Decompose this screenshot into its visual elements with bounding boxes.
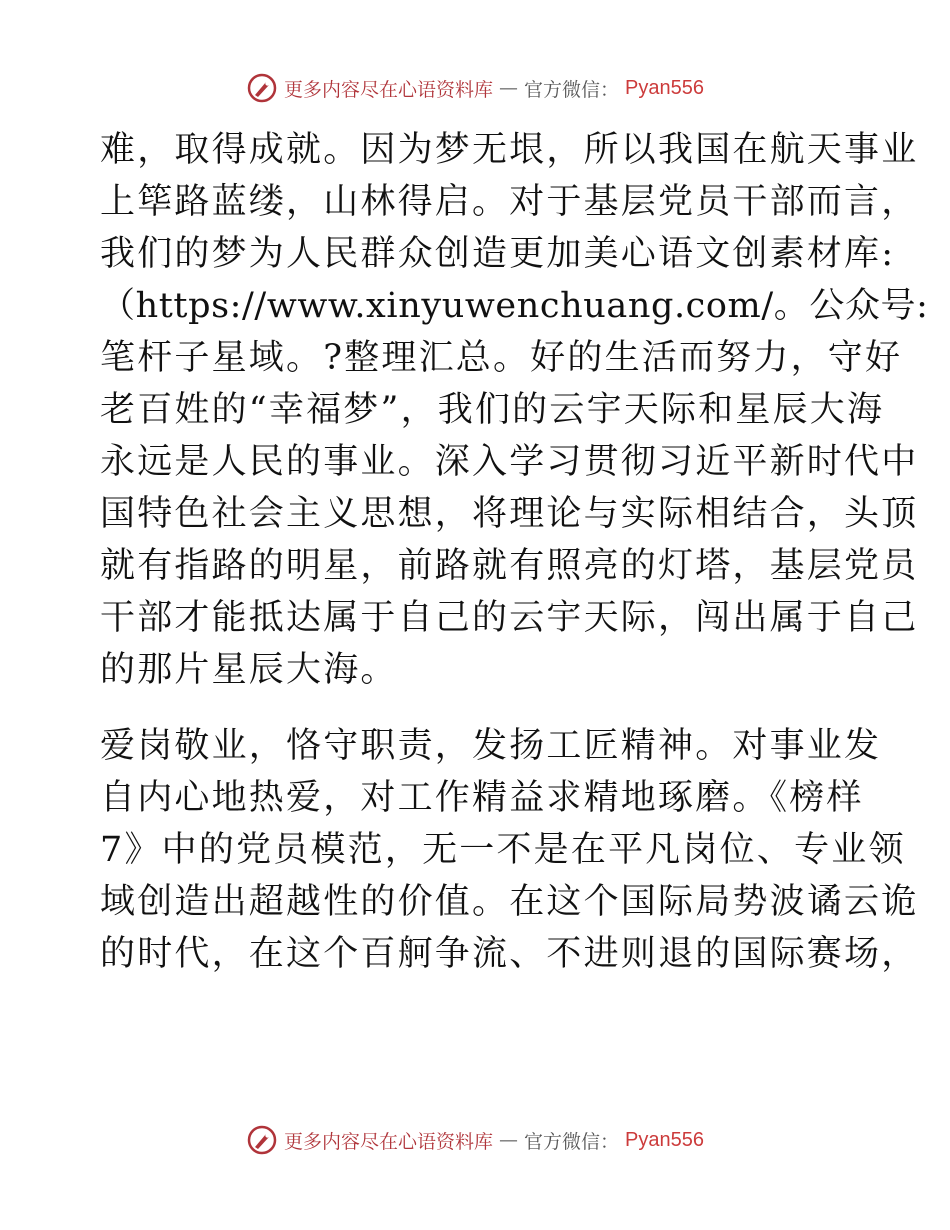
footer-wechat-label: 官方微信：: [524, 1130, 620, 1153]
header-separator: —: [499, 77, 519, 99]
text-line: 的那片星辰大海。: [100, 650, 398, 690]
header-wechat-label: 官方微信：: [524, 78, 620, 101]
paragraph-1: [100, 124, 929, 696]
text-line: 就有指路的明星，前路就有照亮的灯塔，基层党员: [100, 546, 919, 586]
footer-text: 更多内容尽在心语资料库: [284, 1130, 494, 1153]
text-line: 老百姓的“幸福梦”，我们的云宇天际和星辰大海: [100, 390, 885, 430]
header-banner: [0, 72, 950, 104]
header-text: 更多内容尽在心语资料库: [284, 78, 494, 101]
text-line: 笔杆子星域。?整理汇总。好的生活而努力，守好: [100, 338, 903, 378]
document-body: [100, 124, 929, 980]
text-line: 的时代，在这个百舸争流、不进则退的国际赛场，: [100, 934, 919, 974]
footer-wechat-id: Pyan556: [625, 1128, 704, 1151]
text-line: 干部才能抵达属于自己的云宇天际，闯出属于自己: [100, 598, 919, 638]
header-wechat-id: Pyan556: [625, 76, 704, 99]
pen-seal-logo-icon: [246, 1124, 278, 1156]
text-line: 我们的梦为人民群众创造更加美心语文创素材库:: [100, 234, 896, 274]
pen-seal-logo-icon: [246, 72, 278, 104]
footer-banner: [0, 1124, 950, 1156]
text-line: 国特色社会主义思想，将理论与实际相结合，头顶: [100, 494, 919, 534]
paragraph-2: [100, 720, 919, 980]
text-line: 永远是人民的事业。深入学习贯彻习近平新时代中: [100, 442, 919, 482]
text-line: 自内心地热爱，对工作精益求精地琢磨。《榜样: [100, 778, 864, 818]
text-line: 域创造出超越性的价值。在这个国际局势波谲云诡: [100, 882, 919, 922]
text-line-url: （https://www.xinyuwenchuang.com/。公众号:: [100, 286, 929, 326]
text-line: 爱岗敬业，恪守职责，发扬工匠精神。对事业发: [100, 726, 882, 766]
text-line: 难，取得成就。因为梦无垠，所以我国在航天事业: [100, 130, 919, 170]
text-line: 上筚路蓝缕，山林得启。对于基层党员干部而言，: [100, 182, 919, 222]
footer-separator: —: [499, 1129, 519, 1151]
paragraph-spacer: [100, 696, 860, 720]
text-line: 7》中的党员模范，无一不是在平凡岗位、专业领: [100, 830, 906, 870]
